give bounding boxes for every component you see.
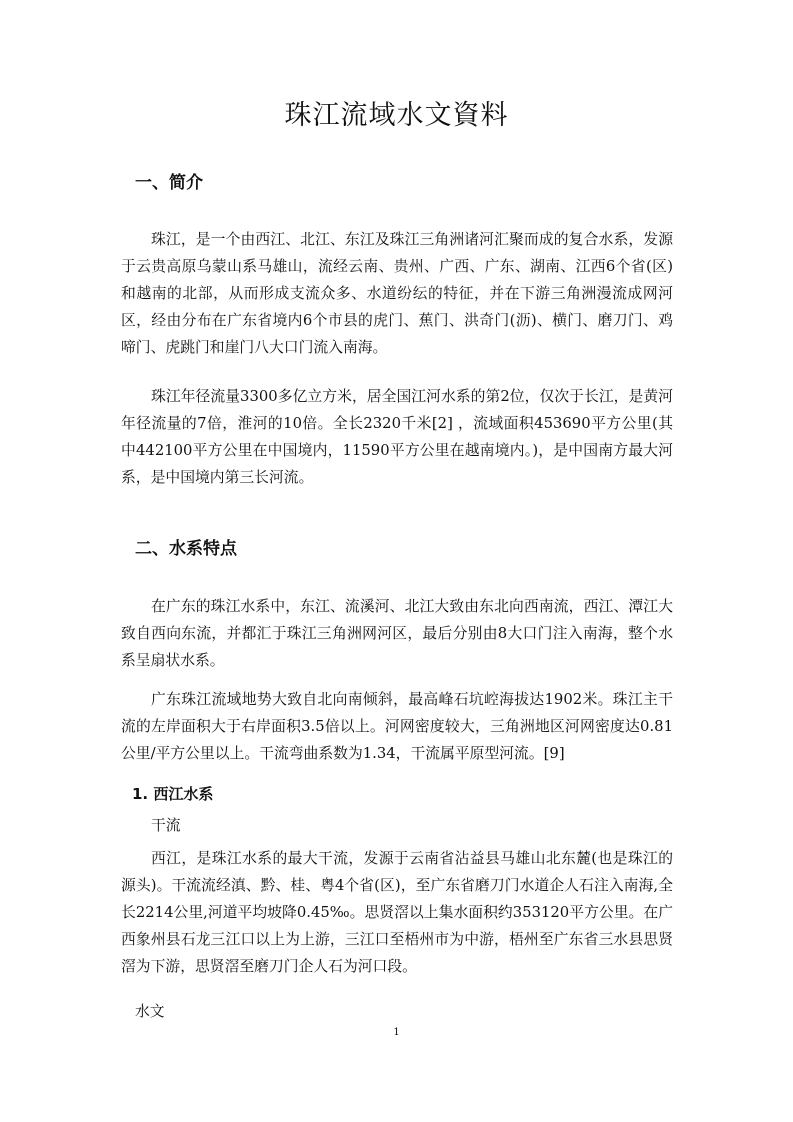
water-system-paragraph-1: 在广东的珠江水系中，东江、流溪河、北江大致由东北向西南流，西江、潭江大致自西向东流，并都汇于珠江三角洲网河区，最后分别由8大口门注入南海，整个水系呈扇状水系。 (121, 598, 673, 669)
section-heading-water-system: 二、水系特点 (135, 539, 237, 559)
intro-paragraph-2: 珠江年径流量3300多亿立方米，居全国江河水系的第2位，仅次于长江，是黄河年径流量的7倍，淮河的10倍。全长2320千米[2] ，流域面积453690平方公里(其中442100平方公里在中国境内，11590平方公里在越南境内。)，是中国南方最大河系，是中国境内第三长河流。 (121, 388, 673, 486)
page-number: 1 (393, 1027, 400, 1038)
document-title: 珠江流域水文資料 (284, 100, 509, 131)
xijiang-paragraph: 西江，是珠江水系的最大干流，发源于云南省沾益县马雄山北东麓(也是珠江的源头)。干流流经滇、黔、桂、粤4个省(区)，至广东省磨刀门水道企人石注入南海,全长2214公里,河道平均坡降0.45‰。思贤滘以上集水面积约353120平方公里。在广西象州县石龙三江口以上为上游，三江口至梧州市为中游，梧州至广东省三水县思贤滘为下游，思贤滘至磨刀门企人石为河口段。 (121, 850, 673, 975)
label-main-stream: 干流 (151, 817, 181, 834)
water-system-paragraph-2: 广东珠江流域地势大致自北向南倾斜，最高峰石坑崆海拔达1902米。珠江主干流的左岸面积大于右岸面积3.5倍以上。河网密度较大，三角洲地区河网密度达0.81公里/平方公里以上。干流弯曲系数为1.34，干流属平原型河流。[9] (121, 691, 673, 762)
intro-paragraph-1: 珠江，是一个由西江、北江、东江及珠江三角洲诸河汇聚而成的复合水系，发源于云贵高原乌蒙山系马雄山，流经云南、贵州、广西、广东、湖南、江西6个省(区)和越南的北部，从而形成支流众多、水道纷纭的特征，并在下游三角洲漫流成网河区，经由分布在广东省境内6个市县的虎门、蕉门、洪奇门(沥)、横门、磨刀门、鸡啼门、虎跳门和崖门八大口门流入南海。 (121, 231, 673, 356)
label-hydrology: 水文 (135, 1003, 165, 1020)
subsection-heading-xijiang: 1. 西江水系 (132, 785, 214, 803)
section-heading-intro: 一、简介 (135, 173, 203, 193)
